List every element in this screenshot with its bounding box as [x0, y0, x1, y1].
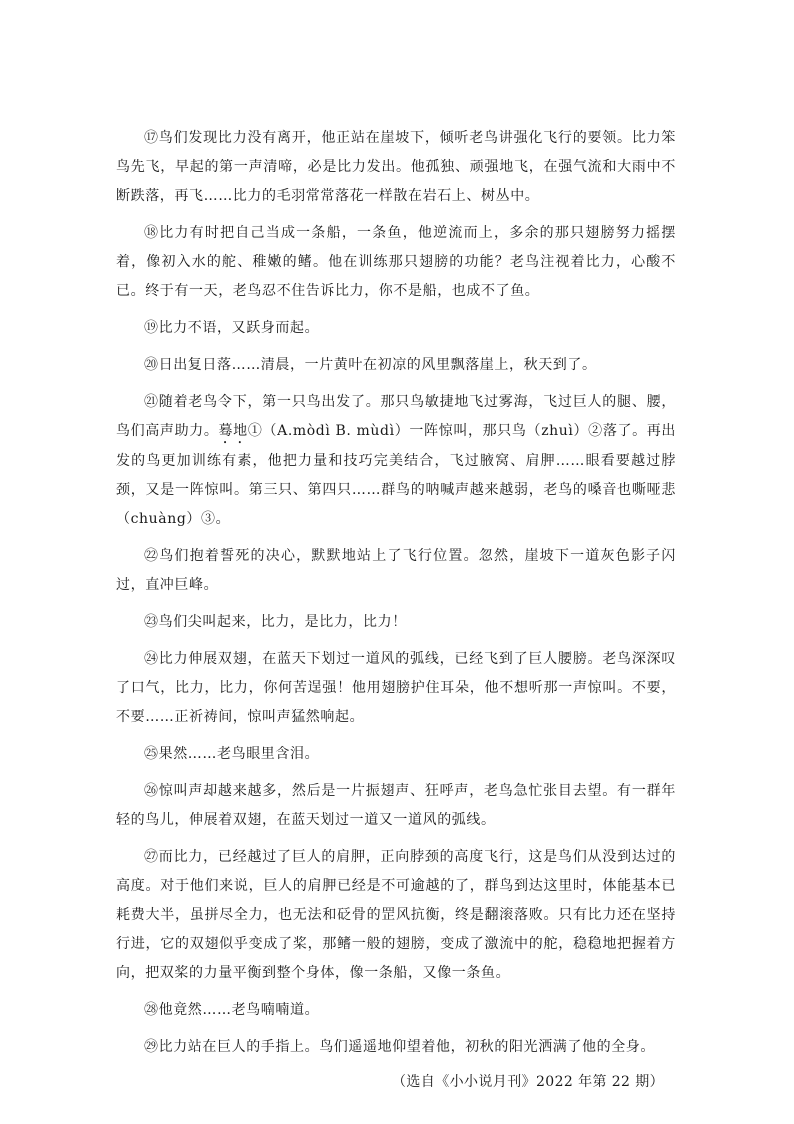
article-body — [116, 124, 676, 1097]
paragraph-22: ㉒鸟们抱着誓死的决心，默默地站上了飞行位置。忽然，崖坡下一道灰色影子闪过，直冲巨峰。 — [116, 548, 676, 593]
paragraph-28: ㉘他竟然……老鸟喃喃道。 — [144, 1002, 320, 1018]
paragraph-19: ⑲比力不语，又跃身而起。 — [144, 320, 320, 336]
paragraph-23: ㉓鸟们尖叫起来，比力，是比力，比力！ — [144, 614, 407, 630]
paragraph-25: ㉕果然……老鸟眼里含泪。 — [144, 746, 320, 762]
source-citation: （选自《小小说月刊》2022 年第 22 期） — [392, 1074, 664, 1090]
paragraph-26: ㉖惊叫声却越来越多，然后是一片振翅声、狂呼声，老鸟急忙张目去望。有一群年轻的鸟儿，伸展着双翅，在蓝天划过一道又一道风的弧线。 — [116, 783, 676, 828]
paragraph-27: ㉗而比力，已经越过了巨人的肩胛，正向脖颈的高度飞行，这是鸟们从没到达过的高度。对于他们来说，巨人的肩胛已经是不可逾越的了，群鸟到达这里时，体能基本已耗费大半，虽拼尽全力，也无法和砭骨的罡风抗衡，终是翻滚落败。只有比力还在坚持行进，它的双翅似乎变成了桨，那鳍一般的翅膀，变成了激流中的舵，稳稳地把握着方向，把双桨的力量平衡到整个身体，像一条船，又像一条鱼。 — [116, 849, 676, 981]
paragraph-21-after: ①（A.mòdì B. mùdì）一阵惊叫，那只鸟（zhuì）②落了。再出发的鸟更加训练有素，他把力量和技巧完美结合，飞过腋窝、肩胛……眼看要越过脖颈，又是一阵惊叫。第三只、第四只……群鸟的呐喊声越来越弱，老鸟的嗓音也嘶哑悲（chuàng）③。 — [116, 423, 676, 527]
paragraph-21 — [116, 388, 676, 534]
paragraph-18: ⑱比力有时把自己当成一条船，一条鱼，他逆流而上，多余的那只翅膀努力摇摆着，像初入水的舵、稚嫩的鳍。他在训练那只翅膀的功能？老鸟注视着比力，心酸不已。终于有一天，老鸟忍不住告诉比力，你不是船，也成不了鱼。 — [116, 225, 676, 299]
paragraph-20: ⑳日出复日落……清晨，一片黄叶在初凉的风里飘落崖上，秋天到了。 — [144, 357, 597, 373]
paragraph-29: ㉙比力站在巨人的手指上。鸟们遥遥地仰望着他，初秋的阳光洒满了他的全身。 — [144, 1039, 655, 1055]
paragraph-21-before: ㉑随着老鸟令下，第一只鸟出发了。那只鸟敏捷地飞过雾海，飞过巨人的腿、腰，鸟们高声助力。 — [116, 394, 676, 439]
paragraph-17: ⑰鸟们发现比力没有离开，他正站在崖坡下，倾听老鸟讲强化飞行的要领。比力笨鸟先飞，早起的第一声清啼，必是比力发出。他孤独、顽强地飞，在强气流和大雨中不断跌落，再飞……比力的毛羽常常落花一样散在岩石上、树丛中。 — [116, 130, 676, 204]
emphasized-word: 蓦地 — [218, 423, 248, 439]
paragraph-24: ㉔比力伸展双翅，在蓝天下划过一道风的弧线，已经飞到了巨人腰膀。老鸟深深叹了口气，比力，比力，你何苦逞强！他用翅膀护住耳朵，他不想听那一声惊叫。不要，不要……正祈祷间，惊叫声猛然响起。 — [116, 651, 676, 725]
